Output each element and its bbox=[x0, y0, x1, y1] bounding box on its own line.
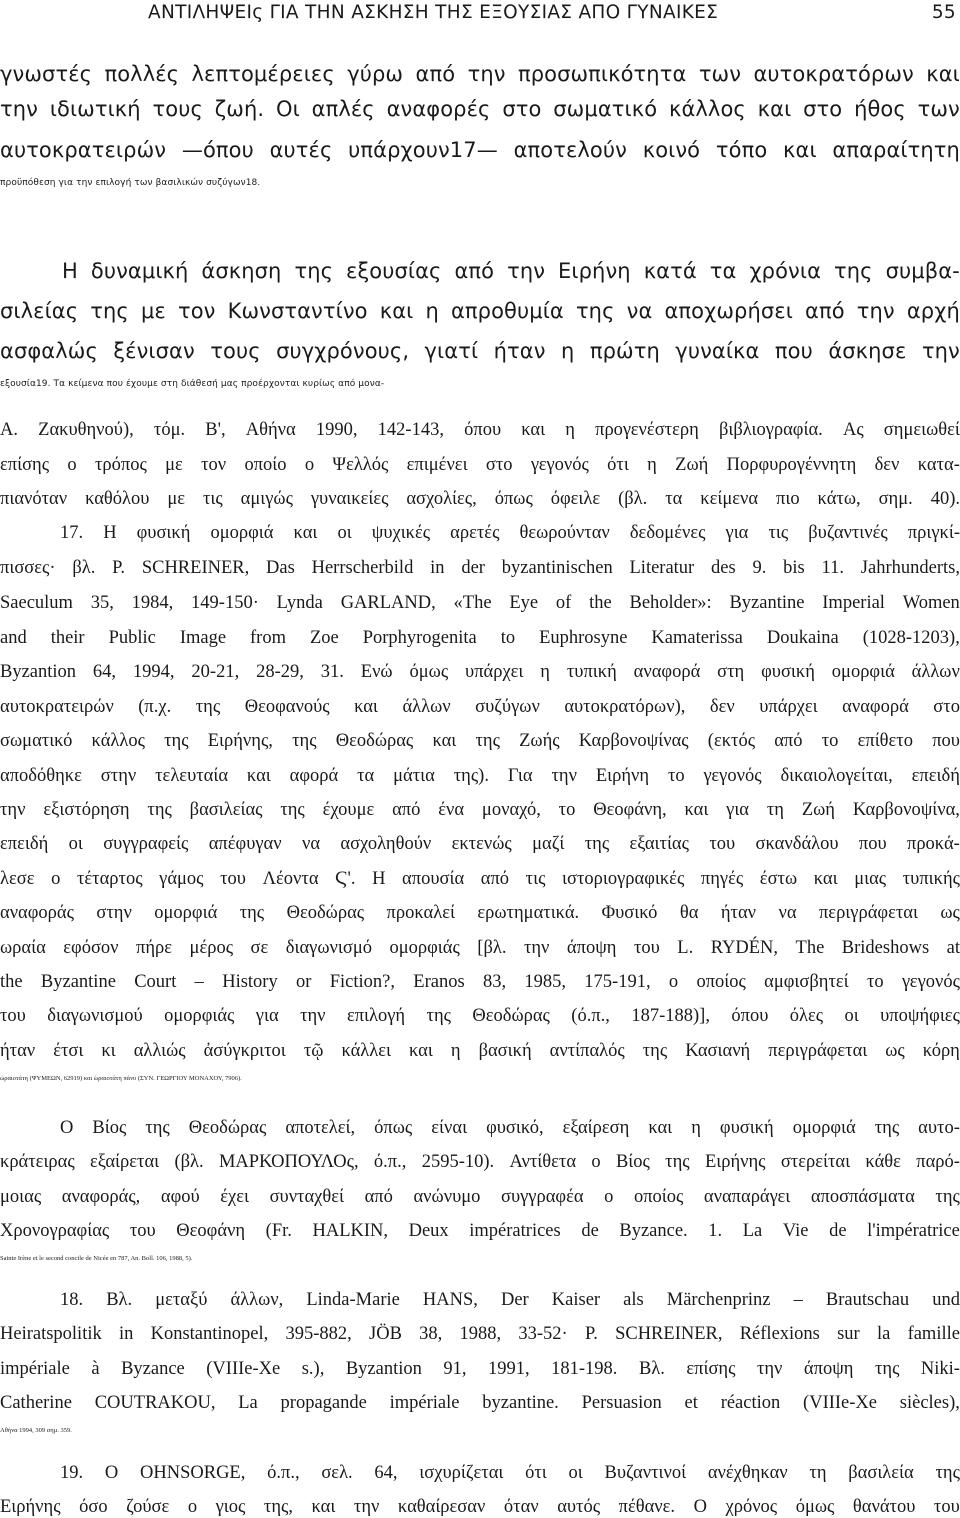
text-line: εξουσία19. Τα κείμενα που έχουμε στη διάθεσή μας προέρχονται κυρίως από μονα- bbox=[0, 379, 385, 389]
footnote-line: impériale à Byzance (VIIIe-Xe s.), Byzantion 91, 1991, 181-198. Βλ. επίσης την άποψη της Niki- bbox=[0, 1359, 960, 1379]
text-line: αυτοκρατειρών —όπου αυτές υπάρχουν17— αποτελούν κοινό τόπο και απαραίτητη bbox=[0, 138, 960, 162]
footnote-line: ωραία εφόσον πήρε μέρος σε διαγωνισμό ομορφιάς [βλ. την άποψη του L. RYDÉN, The Brideshows at bbox=[0, 938, 960, 958]
footnote-line: αποδόθηκε στην τελευταία και αφορά τα μάτια της). Για την Ειρήνη το γεγονός δικαιολογείται, επειδή bbox=[0, 766, 960, 786]
footnote-line: αυτοκρατειρών (π.χ. της Θεοφανούς και άλλων συζύγων αυτοκρατόρων), δεν υπάρχει αναφορά στο bbox=[0, 697, 960, 717]
footnote-line: επίσης ο τρόπος με τον οποίο ο Ψελλός επιμένει στο γεγονός ότι η Ζωή Πορφυρογέννητη δεν κατα- bbox=[0, 455, 960, 475]
footnote-line: πιανόταν καθόλου με τις αμιγώς γυναικείες ασχολίες, όπως όφειλε (βλ. τα κείμενα πιο κάτω, σημ. 40). bbox=[0, 489, 960, 509]
footnote-line: Catherine COUTRAKOU, La propagande impériale byzantine. Persuasion et réaction (VIIIe-Xe siècles), bbox=[0, 1393, 960, 1413]
footnote-line: Byzantion 64, 1994, 20-21, 28-29, 31. Ενώ όμως υπάρχει η τυπική αναφορά στη φυσική ομορφιά άλλων bbox=[0, 662, 960, 682]
footnote-line: του διαγωνισμού ομορφιάς για την επιλογή της Θεοδώρας (ό.π., 187-188)], όπου όλες οι υποψήφιες bbox=[0, 1006, 960, 1026]
footnote-line: Saeculum 35, 1984, 149-150· Lynda GARLAND, «The Eye of the Beholder»: Byzantine Imperial Women bbox=[0, 593, 960, 613]
running-head bbox=[0, 0, 960, 30]
text-line: την ιδιωτική τους ζωή. Οι απλές αναφορές στο σωματικό κάλλος και στο ήθος των bbox=[0, 97, 960, 121]
page-number: 55 bbox=[931, 2, 956, 23]
footnote-line: επειδή οι συγγραφείς απέφυγαν να ασχοληθούν εκτενώς μαζί της εξαιτίας του σκανδάλου που προκά- bbox=[0, 834, 960, 854]
footnote-line: 19. Ο OHNSORGE, ό.π., σελ. 64, ισχυρίζεται ότι οι Βυζαντινοί ανέχθηκαν τη βασιλεία της bbox=[60, 1463, 960, 1483]
footnote-line: την εξιστόρηση της βασιλείας της έχουμε από ένα μοναχό, το Θεοφάνη, και για τη Ζωή Καρβονοψίνα, bbox=[0, 800, 960, 820]
footnote-line: ὡραιοτάτη (ΨΥΜΕΩΝ, 62919) και ὡραιοτάτη πάνυ (ΣΥΝ. ΓΕΩΡΓΙΟΥ ΜΟΝΑΧΟΥ, 7906). bbox=[0, 1075, 242, 1082]
footnote-line: Heiratspolitik in Konstantinopel, 395-882, JÖB 38, 1988, 33-52· P. SCHREINER, Réflexions sur la famille bbox=[0, 1324, 960, 1344]
text-line: προϋπόθεση για την επιλογή των βασιλικών συζύγων18. bbox=[0, 178, 261, 188]
footnote-line: λεσε ο τέταρτος γάμος του Λέοντα Ϛ'. Η απουσία από τις ιστοριογραφικές πηγές έστω και μιας τυπικής bbox=[0, 869, 960, 889]
footnote-line: 17. Η φυσική ομορφιά και οι ψυχικές αρετές θεωρούνταν δεδομένες για τις βυζαντινές πριγκί- bbox=[60, 523, 960, 543]
footnote-line: 18. Βλ. μεταξύ άλλων, Linda-Marie HANS, Der Kaiser als Märchenprinz – Brautschau und bbox=[60, 1290, 960, 1310]
footnote-line: πισσες· βλ. P. SCHREINER, Das Herrscherbild in der byzantinischen Literatur des 9. bis 11. Jahrhunderts, bbox=[0, 558, 960, 578]
footnote-line: ήταν έτσι κι αλλιώς ἀσύγκριτοι τῷ κάλλει και η βασική αντίπαλός της Κασιανή περιγράφεται ως κόρη bbox=[0, 1041, 960, 1061]
text-line: Η δυναμική άσκηση της εξουσίας από την Ειρήνη κατά τα χρόνια της συμβα- bbox=[62, 259, 960, 283]
footnote-line: κράτειρας εξαίρεται (βλ. ΜΑΡΚΟΠΟΥΛΟς, ό.π., 2595-10). Αντίθετα ο Βίος της Ειρήνης στερείται κάθε παρό- bbox=[0, 1152, 960, 1172]
footnote-line: μοιας αναφοράς, αφού έχει συνταχθεί από ανώνυμο συγγραφέα ο οποίος αναπαράγει αποσπάσματα της bbox=[0, 1187, 960, 1207]
footnote-line: Ο Βίος της Θεοδώρας αποτελεί, όπως είναι φυσικό, εξαίρεση και η φυσική ομορφιά της αυτο- bbox=[60, 1118, 960, 1138]
footnote-line: Α. Ζακυθηνού), τόμ. Β', Αθήνα 1990, 142-143, όπου και η προγενέστερη βιβλιογραφία. Ας σημειωθεί bbox=[0, 420, 960, 440]
footnote-line: Αθήνα 1994, 309 σημ. 359. bbox=[0, 1427, 72, 1434]
footnote-line: σωματικό κάλλος της Ειρήνης, της Θεοδώρας και της Ζωής Καρβονοψίνας (εκτός από το επίθετο που bbox=[0, 731, 960, 751]
footnote-line: Χρονογραφίας του Θεοφάνη (Fr. HALKIN, Deux impératrices de Byzance. 1. La Vie de l'impératrice bbox=[0, 1221, 960, 1241]
text-line: γνωστές πολλές λεπτομέρειες γύρω από την προσωπικότητα των αυτοκρατόρων και bbox=[0, 62, 960, 86]
text-line: ασφαλώς ξένισαν τους συγχρόνους, γιατί ήταν η πρώτη γυναίκα που άσκησε την bbox=[0, 339, 960, 363]
footnote-line: the Byzantine Court – History or Fiction?, Eranos 83, 1985, 175-191, ο οποίος αμφισβητεί το γεγονός bbox=[0, 972, 960, 992]
footnote-line: Sainte Irène et le second concile de Nicée en 787, An. Boll. 106, 1988, 5). bbox=[0, 1255, 193, 1262]
running-title: ΑΝΤΙΛΗΨΕΙς ΓΙΑ ΤΗΝ ΑΣΚΗΣΗ ΤΗΣ ΕΞΟΥΣΙΑΣ ΑΠΟ ΓΥΝΑΙΚΕΣ bbox=[148, 2, 719, 23]
footnote-line: αναφοράς στην ομορφιά της Θεοδώρας προκαλεί ερωτηματικά. Φυσικό θα ήταν να περιγράφεται ως bbox=[0, 903, 960, 923]
text-line: σιλείας της με τον Κωνσταντίνο και η απροθυμία της να αποχωρήσει από την αρχή bbox=[0, 299, 960, 323]
footnote-line: Ειρήνης όσο ζούσε ο γιος της, και την καθαίρεσαν όταν αυτός πέθανε. Ο χρόνος όμως θανάτου του bbox=[0, 1497, 960, 1517]
footnote-line: and their Public Image from Zoe Porphyrogenita to Euphrosyne Kamaterissa Doukaina (1028-1203), bbox=[0, 628, 960, 648]
